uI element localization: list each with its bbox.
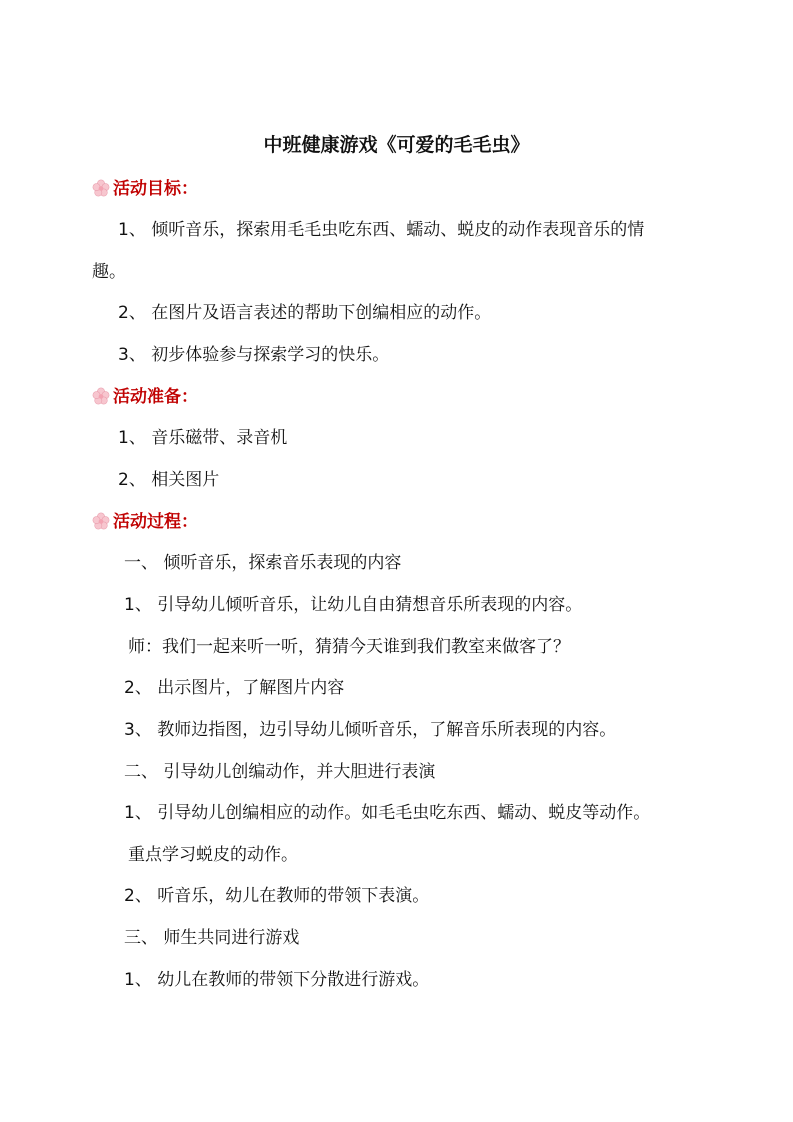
process-item: 1、 引导幼儿创编相应的动作。如毛毛虫吃东西、蠕动、蜕皮等动作。 — [124, 803, 651, 823]
section-heading-process — [92, 511, 198, 533]
section-heading-label: 活动目标： — [113, 179, 198, 199]
process-item-continuation: 重点学习蜕皮的动作。 — [128, 845, 298, 865]
process-item: 2、 听音乐，幼儿在教师的带领下表演。 — [124, 886, 430, 906]
section-heading-label: 活动过程： — [113, 512, 198, 532]
process-step-heading: 三、 师生共同进行游戏 — [124, 928, 300, 948]
goal-item: 1、 倾听音乐，探索用毛毛虫吃东西、蠕动、蜕皮的动作表现音乐的情 — [118, 220, 645, 240]
process-item: 1、 引导幼儿倾听音乐，让幼儿自由猜想音乐所表现的内容。 — [124, 595, 583, 615]
section-heading-prep — [92, 386, 198, 408]
section-heading-label: 活动准备： — [113, 387, 198, 407]
process-item: 2、 出示图片，了解图片内容 — [124, 678, 345, 698]
goal-item: 2、 在图片及语言表述的帮助下创编相应的动作。 — [118, 303, 492, 323]
prep-item: 2、 相关图片 — [118, 470, 220, 490]
process-step-heading: 二、 引导幼儿创编动作，并大胆进行表演 — [124, 762, 436, 782]
flower-icon — [92, 387, 110, 405]
process-item: 3、 教师边指图，边引导幼儿倾听音乐，了解音乐所表现的内容。 — [124, 720, 617, 740]
goal-item-continuation: 趣。 — [92, 262, 126, 282]
process-step-heading: 一、 倾听音乐，探索音乐表现的内容 — [124, 553, 402, 573]
flower-icon — [92, 179, 110, 197]
section-heading-goals — [92, 178, 198, 200]
flower-icon — [92, 512, 110, 530]
prep-item: 1、 音乐磁带、录音机 — [118, 428, 288, 448]
process-dialogue: 师：我们一起来听一听，猜猜今天谁到我们教室来做客了？ — [128, 637, 570, 657]
goal-item: 3、 初步体验参与探索学习的快乐。 — [118, 345, 390, 365]
document-title: 中班健康游戏《可爱的毛毛虫》 — [263, 134, 530, 156]
process-item: 1、 幼儿在教师的带领下分散进行游戏。 — [124, 970, 430, 990]
